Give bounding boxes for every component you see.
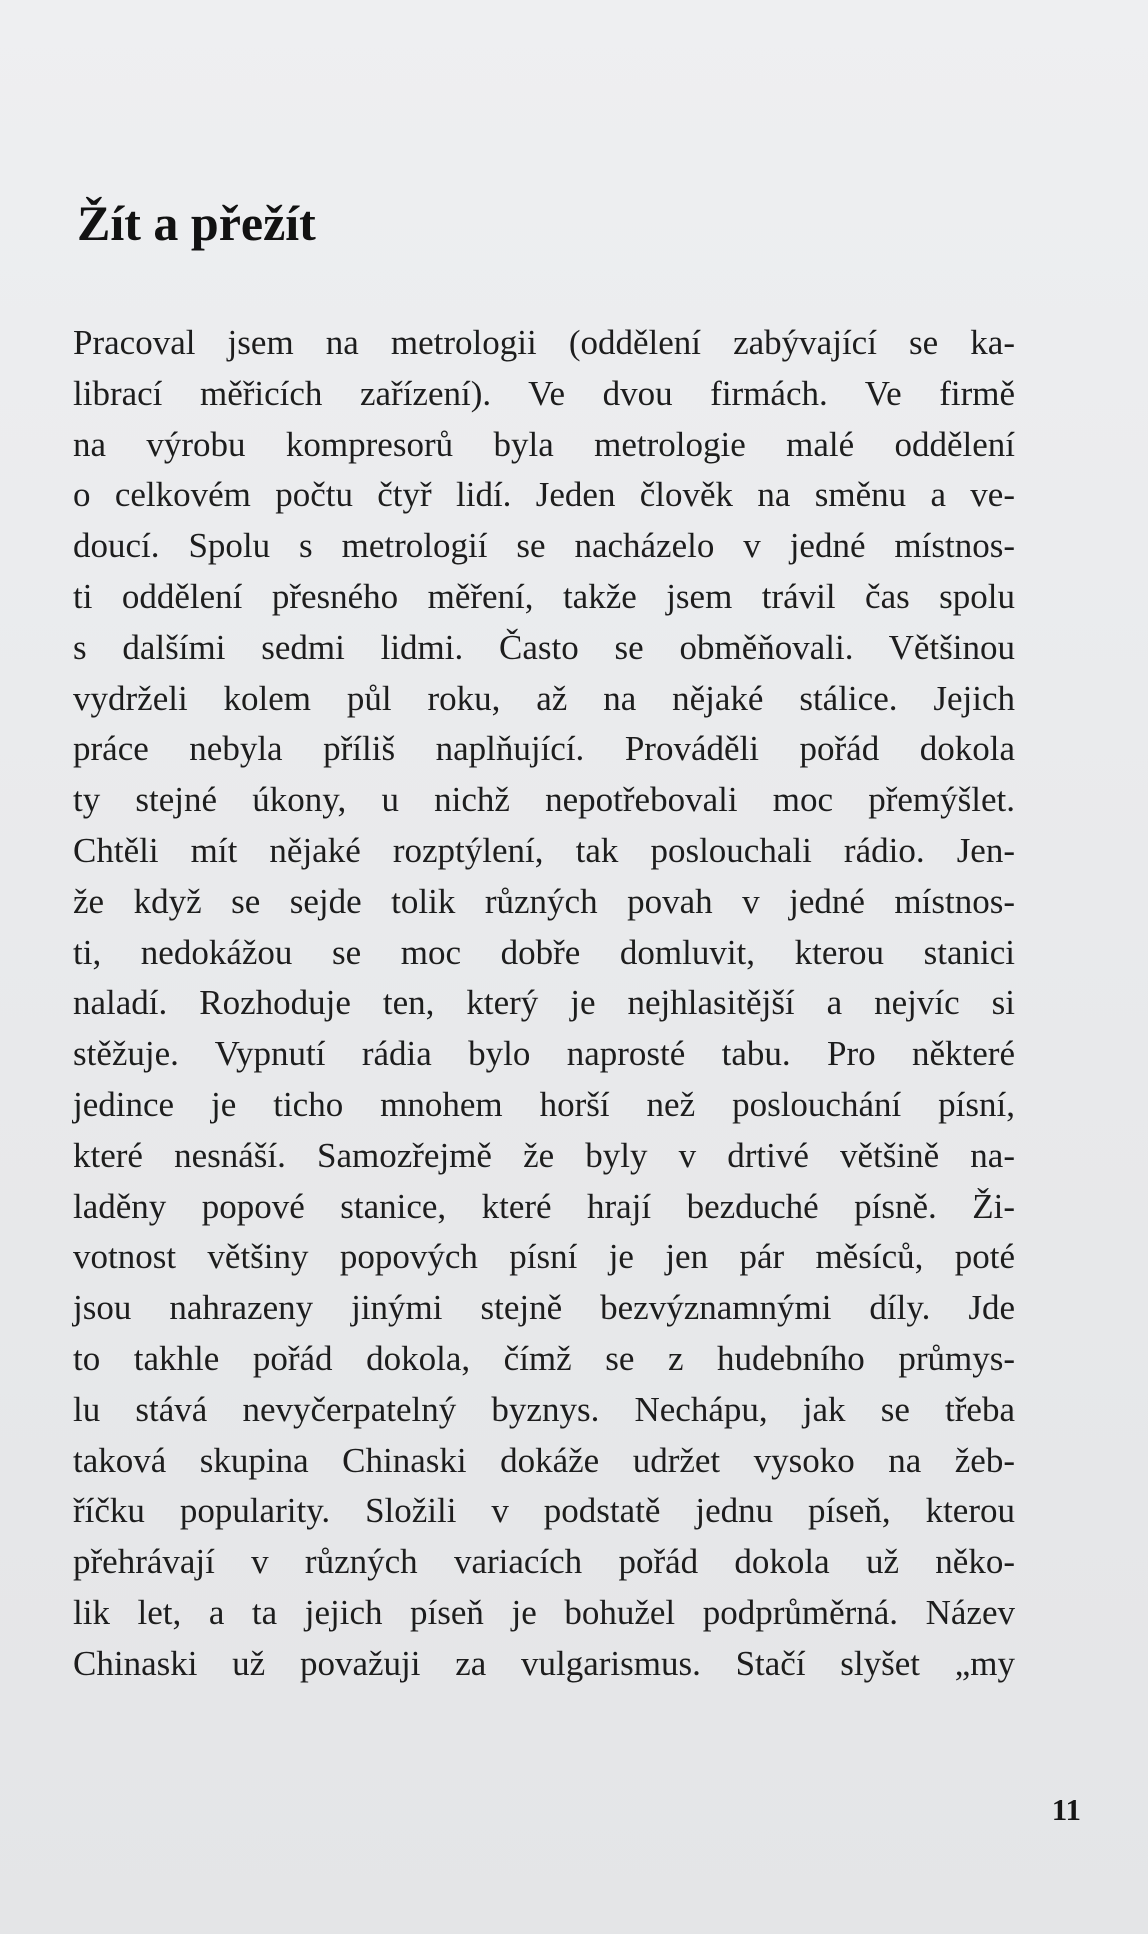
text-line: ty stejné úkony, u nichž nepotřebovali moc přemýšlet. [73, 780, 1015, 820]
text-line: které nesnáší. Samozřejmě že byly v drtivé většině na- [73, 1135, 1015, 1175]
text-line: jedince je ticho mnohem horší než poslouchání písní, [73, 1084, 1015, 1124]
text-line: ti, nedokážou se moc dobře domluvit, kterou stanici [73, 932, 1015, 972]
text-line: stěžuje. Vypnutí rádia bylo naprosté tabu. Pro některé [73, 1034, 1015, 1074]
text-line: naladí. Rozhoduje ten, který je nejhlasitější a nejvíc si [73, 983, 1015, 1023]
text-line: přehrávají v různých variacích pořád dokola už něko- [73, 1542, 1015, 1582]
text-line: ti oddělení přesného měření, takže jsem trávil čas spolu [73, 576, 1015, 616]
text-line: Chtěli mít nějaké rozptýlení, tak poslouchali rádio. Jen- [73, 830, 1015, 870]
text-line: laděny popové stanice, které hrají bezduché písně. Ži- [73, 1186, 1015, 1226]
text-line: říčku popularity. Složili v podstatě jednu píseň, kterou [73, 1491, 1015, 1531]
text-line: na výrobu kompresorů byla metrologie malé oddělení [73, 424, 1015, 464]
text-line: votnost většiny popových písní je jen pár měsíců, poté [73, 1237, 1015, 1277]
text-line: vydrželi kolem půl roku, až na nějaké stálice. Jejich [73, 678, 1015, 718]
chapter-title: Žít a přežít [77, 195, 316, 251]
text-line: o celkovém počtu čtyř lidí. Jeden člověk na směnu a ve- [73, 475, 1015, 515]
text-line: lu stává nevyčerpatelný byznys. Nechápu, jak se třeba [73, 1389, 1015, 1429]
text-line: taková skupina Chinaski dokáže udržet vysoko na žeb- [73, 1440, 1015, 1480]
text-line: práce nebyla příliš naplňující. Prováděli pořád dokola [73, 729, 1015, 769]
text-line: to takhle pořád dokola, čímž se z hudebního průmys- [73, 1338, 1015, 1378]
text-line: že když se sejde tolik různých povah v jedné místnos- [73, 881, 1015, 921]
text-line: s dalšími sedmi lidmi. Často se obměňovali. Většinou [73, 627, 1015, 667]
text-line: librací měřicích zařízení). Ve dvou firmách. Ve firmě [73, 373, 1015, 413]
body-text [73, 318, 1015, 1690]
text-line: lik let, a ta jejich píseň je bohužel podprůměrná. Název [73, 1592, 1015, 1632]
text-line: jsou nahrazeny jinými stejně bezvýznamnými díly. Jde [73, 1288, 1015, 1328]
text-line: Chinaski už považuji za vulgarismus. Stačí slyšet „my [73, 1643, 1015, 1683]
page-number: 11 [1051, 1792, 1081, 1827]
text-line: doucí. Spolu s metrologií se nacházelo v jedné místnos- [73, 526, 1015, 566]
text-line: Pracoval jsem na metrologii (oddělení zabývající se ka- [73, 323, 1015, 362]
